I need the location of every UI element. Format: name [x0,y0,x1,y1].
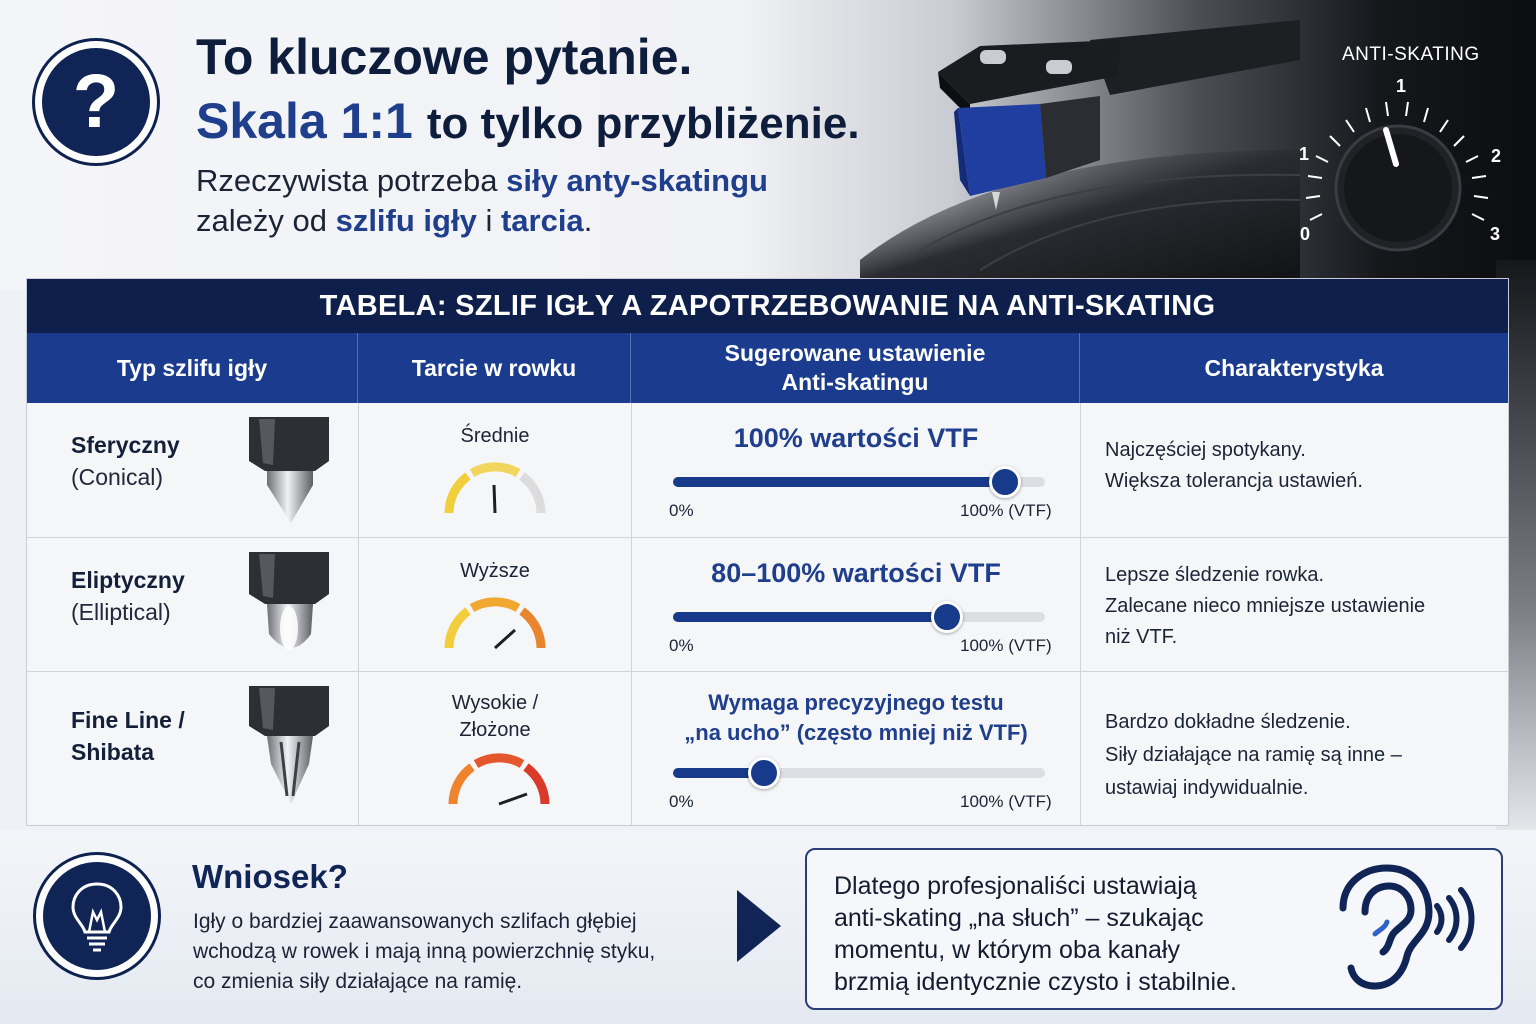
elliptical-stylus-icon [245,550,335,660]
slider-max-label: 100% (VTF) [960,636,1052,655]
stylus-type: Sferyczny (Conical) [71,432,180,490]
lightbulb-icon [33,852,161,980]
intro-line-2: zależy od szlifu igły i tarcia. [196,203,593,238]
knob-label-3: 3 [1490,224,1501,244]
characteristics: Lepsze śledzenie rowka. Zalecane nieco mniejsze ustawienie niż VTF. [1105,564,1426,648]
arrow-right-icon [733,886,785,966]
friction-gauge-icon [443,459,547,519]
slider-min-label: 0% [669,636,694,655]
slider-handle[interactable] [989,466,1021,498]
professional-tip-box [805,848,1503,1010]
friction-gauge-icon [447,750,551,810]
slider-fill [673,477,1003,487]
knob-title: ANTI-SKATING [1342,44,1480,65]
slider-max-label: 100% (VTF) [960,792,1052,811]
intro-line-1: Rzeczywista potrzeba siły anty-skatingu [196,163,768,198]
table-row-fine-line [27,671,1508,825]
knob-label-0: 0 [1300,224,1311,244]
slider-min-label: 0% [669,792,694,811]
ear-sound-icon [1325,864,1475,994]
column-header-stylus: Typ szlifu igły [27,333,358,403]
friction-gauge-icon [443,594,547,654]
table-title: TABELA: SZLIF IGŁY A ZAPOTRZEBOWANIE NA ANTI-SKATING [27,279,1508,333]
cartridge-illustration [860,0,1300,280]
question-icon: ? [32,38,160,166]
vtf-setting: Wymaga precyzyjnego testu „na ucho” (często mniej niż VTF) [684,690,1028,745]
column-header-setting: Sugerowane ustawienie Anti-skatingu [631,333,1080,403]
slider-handle[interactable] [748,757,780,789]
conical-stylus-icon [245,415,335,525]
slider-min-label: 0% [669,501,694,520]
friction-label: Wysokie / Złożone [451,692,539,741]
slider-max-label: 100% (VTF) [960,501,1052,520]
vtf-setting: 80–100% wartości VTF [711,558,1001,588]
conclusion-text: Igły o bardziej zaawansowanych szlifach głębiej wchodzą w rowek i mają inną powierzchnię styku, co zmienia siły działające na ramię. [193,910,656,993]
stylus-table [26,278,1509,826]
conclusion-title: Wniosek? [192,858,348,895]
anti-skating-knob-icon[interactable] [1290,70,1520,260]
knob-label-1-top: 1 [1396,76,1407,96]
page-title: To kluczowe pytanie. [196,29,693,85]
column-header-characteristics: Charakterystyka [1080,333,1508,403]
slider-handle[interactable] [931,601,963,633]
column-header-friction: Tarcie w rowku [358,333,631,403]
friction-label: Wyższe [460,560,530,582]
knob-label-2: 2 [1491,146,1502,166]
table-row-conical [27,403,1508,537]
characteristics: Bardzo dokładne śledzenie. Siły działające na ramię są inne – ustawiaj indywidualnie. [1105,711,1402,799]
table-row-elliptical [27,537,1508,671]
characteristics: Najczęściej spotykany. Większa tolerancja ustawień. [1105,439,1363,492]
stylus-type: Eliptyczny (Elliptical) [71,567,185,625]
tip-text: Dlatego profesjonaliści ustawiają anti-skating „na słuch” – szukając momentu, w którym oba kanały brzmią identycznie czysto i stabilnie. [834,872,1237,996]
knob-label-1-left: 1 [1299,144,1310,164]
page-subtitle: Skala 1:1 to tylko przybliżenie. [196,93,860,149]
shibata-stylus-icon [245,684,335,806]
friction-label: Średnie [460,425,530,447]
stylus-type: Fine Line / Shibata [71,707,185,765]
slider-fill [673,612,945,622]
vtf-setting: 100% wartości VTF [733,423,979,453]
